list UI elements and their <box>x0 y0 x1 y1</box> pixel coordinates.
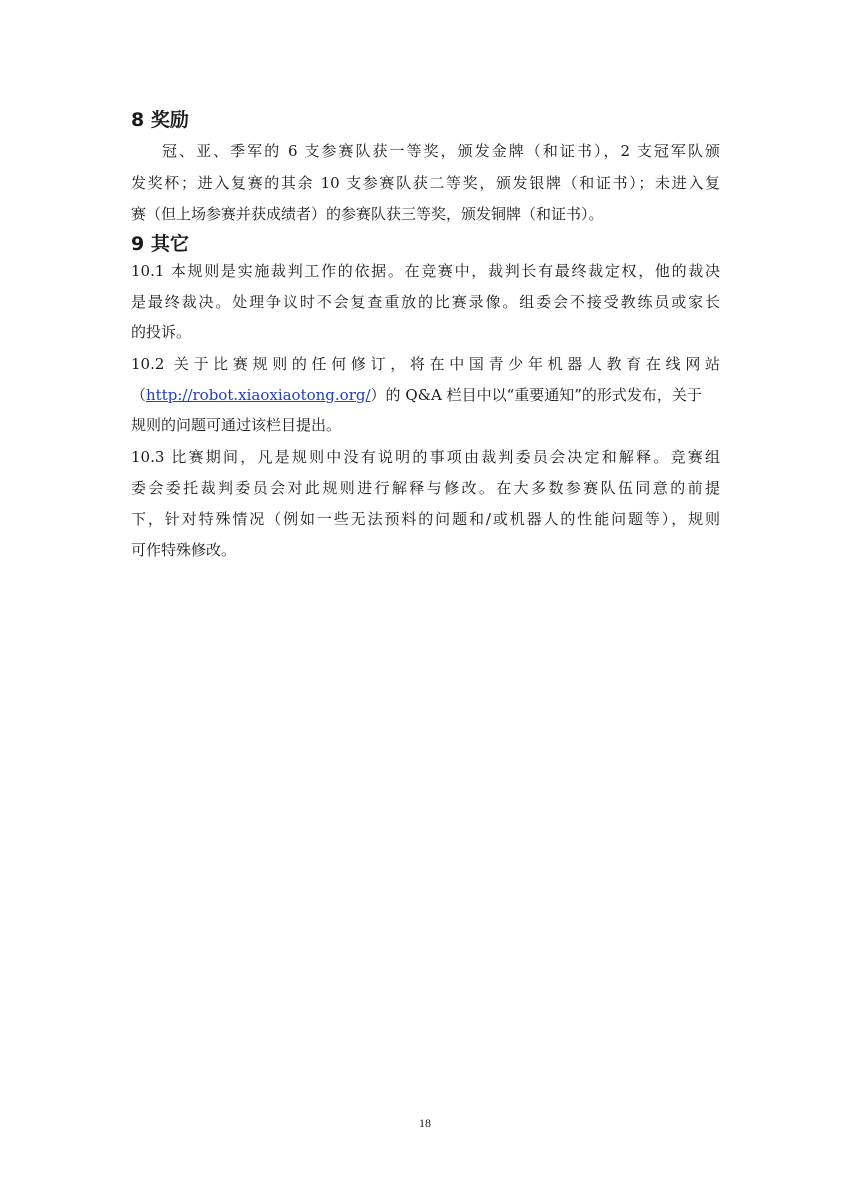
page-number: 18 <box>419 1116 431 1130</box>
section-9-heading: 9 其它 <box>131 233 189 255</box>
robot-website-link[interactable]: http://robot.xiaoxiaotong.org/ <box>146 386 371 404</box>
section-8-line-1: 冠、亚、季军的 6 支参赛队获一等奖，颁发金牌（和证书），2 支冠军队颁 <box>162 142 720 160</box>
rule-10-1-line-1: 10.1 本规则是实施裁判工作的依据。在竞赛中，裁判长有最终裁定权，他的裁决 <box>131 262 720 280</box>
rule-10-2-line-2-text: ）的 Q&A 栏目中以“重要通知”的形式发布，关于 <box>370 386 702 404</box>
rule-10-3-line-4: 可作特殊修改。 <box>131 541 237 559</box>
rule-10-2-paren-open: （ <box>131 386 147 404</box>
section-8-heading: 8 奖励 <box>131 109 189 131</box>
rule-10-1-line-3: 的投诉。 <box>131 323 192 341</box>
section-8-line-2: 发奖杯；进入复赛的其余 10 支参赛队获二等奖，颁发银牌（和证书）；未进入复 <box>131 174 720 192</box>
rule-10-3-line-3: 下，针对特殊情况（例如一些无法预料的问题和/或机器人的性能问题等），规则 <box>131 510 720 528</box>
rule-10-3-line-2: 委会委托裁判委员会对此规则进行解释与修改。在大多数参赛队伍同意的前提 <box>131 479 720 497</box>
rule-10-2-line-2 <box>131 384 702 406</box>
section-8-line-3: 赛（但上场参赛并获成绩者）的参赛队获三等奖，颁发铜牌（和证书）。 <box>131 205 604 223</box>
rule-10-1-line-2: 是最终裁决。处理争议时不会复查重放的比赛录像。组委会不接受教练员或家长 <box>131 293 720 311</box>
rule-10-3-line-1: 10.3 比赛期间，凡是规则中没有说明的事项由裁判委员会决定和解释。竞赛组 <box>131 448 720 466</box>
rule-10-2-line-1: 10.2 关于比赛规则的任何修订，将在中国青少年机器人教育在线网站 <box>131 355 720 373</box>
rule-10-2-line-3: 规则的问题可通过该栏目提出。 <box>131 416 342 434</box>
